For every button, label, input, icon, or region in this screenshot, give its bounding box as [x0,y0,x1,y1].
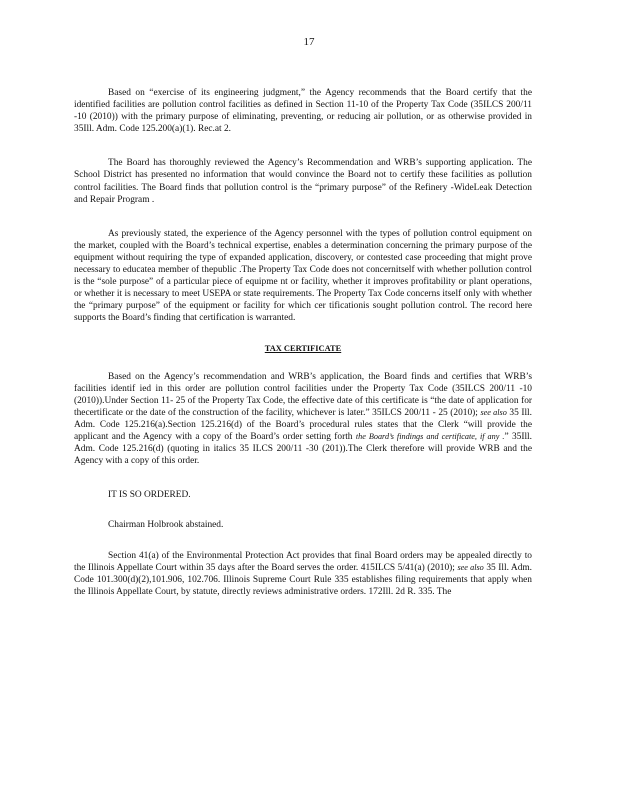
paragraph-primary-purpose: As previously stated, the experience of the Agency personnel with the types of pollution control equipment on the market, coupled with the Board’s technical expertise, enables a determination concerning the primary purpose of the equipment without requiring the type of expanded application, discovery, or contested case proceeding that might prove necessary to educatea member of thepublic .The Property Tax Code does not concernitself with whether pollution control is the “sole purpose” of a particular piece of equipme nt or facility, whether it improves profitability or plant operations, or whether it is necessary to meet USEPA or state requirements. The Property Tax Code concerns itself only with whether the “primary purpose” of the equipment or facility for which cer tificationis sought pollution control. The record here supports the Board’s finding that certification is warranted. [74,228,532,324]
quoted-italic-text: the Board’s findings and certificate, if any . [355,432,505,442]
paragraph-board-review: The Board has thoroughly reviewed the Agency’s Recommendation and WRB’s supporting application. The School District has presented no information that would convince the Board not to certify these facilities as pollution control facilities. The Board finds that pollution control is the “primary purpose” of the Refinery -WideLeak Detection and Repair Program . [74,158,532,205]
see-also-italic-2: see also [457,562,484,572]
certificate-text-c: ” 35Ill. Adm. Code 125.216(d) (quoting in italics 35 ILCS 200/11 -30 (201)).The Clerk therefore will provide WRB and the Agency with a copy of this order. [74,432,532,467]
section-heading [74,343,532,355]
body-text [74,87,532,620]
see-also-italic: see also [480,407,507,417]
page-number: 17 [303,36,315,48]
paragraph-appeal [74,550,532,598]
paragraph-certificate [74,371,532,468]
certificate-text-a: Based on the Agency’s recommendation and WRB’s application, the Board finds and certifies that WRB’s facilities identif ied in this order are pollution control facilities under the Property Tax Code (35ILCS 200/11 -10 (2010)).Under Section 11- 25 of the Property Tax Code, the effective date of this certificate is “the date of application for thecertificate or the date of the construction of the facility, whichever is later.” 35ILCS 200/11 - 25 (2010); [74,371,532,418]
abstained-statement: Chairman Holbrook abstained. [108,520,224,531]
appeal-text-b: 35 Ill. Adm. Code 101.300(d)(2),101.906, 102.706. Illinois Supreme Court Rule 335 establishes filing requirements that apply when the Illinois Appellate Court, by statute, directly reviews administrative orders. 172Ill. 2d R. 335. The [74,562,533,597]
section-heading-text: TAX CERTIFICATE [264,343,342,353]
appeal-text-a: Section 41(a) of the Environmental Protection Act provides that final Board orders may be appealed directly to the Illinois Appellate Court within 35 days after the Board serves the order. 415ILCS 5/41(a) (2010); [74,550,532,573]
paragraph-agency-recommendation: Based on “exercise of its engineering judgment,” the Agency recommends that the Board certify that the identified facilities are pollution control facilities as defined in Section 11-10 of the Property Tax Code (35ILCS 200/11 -10 (2010)) with the primary purpose of eliminating, preventing, or reducing air pollution, or as otherwise provided in 35Ill. Adm. Code 125.200(a)(1). Rec.at 2. [74,88,532,135]
certificate-text-b: 35 Ill. Adm. Code 125.216(a).Section 125.216(d) of the Board’s procedural rules states that the Clerk “will provide the applicant and the Agency with a copy of the Board’s order setting forth [74,407,533,443]
ordered-statement: IT IS SO ORDERED. [108,490,191,501]
